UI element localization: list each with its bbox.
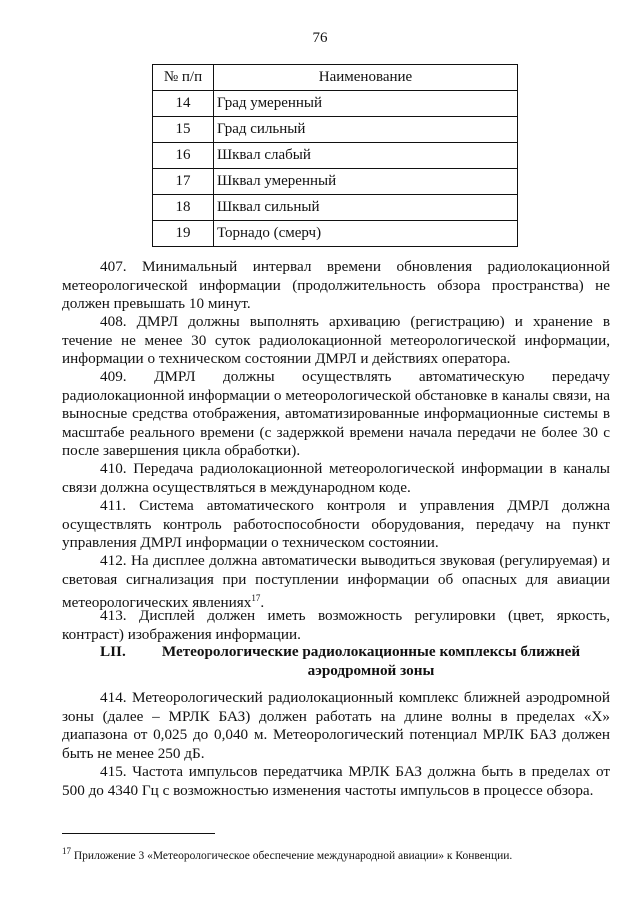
row-number: 14 bbox=[153, 91, 214, 117]
footnote bbox=[62, 846, 610, 862]
footnote-text: Приложение 3 «Метеорологическое обеспечение международной авиации» к Конвенции. bbox=[71, 849, 513, 862]
page-number: 76 bbox=[312, 30, 328, 46]
row-name: Град сильный bbox=[214, 117, 518, 143]
section-number: LII. bbox=[100, 643, 126, 660]
paragraph-415: 415. Частота импульсов передатчика МРЛК БАЗ должна быть в пределах от 500 до 4340 Гц с возможностью изменения частоты импульсов в процессе обзора. bbox=[62, 763, 610, 799]
table-header-row bbox=[153, 65, 518, 91]
table-row bbox=[153, 91, 518, 117]
section-title: Метеорологические радиолокационные комплексы ближней аэродромной зоны bbox=[161, 643, 581, 679]
paragraph-408: 408. ДМРЛ должны выполнять архивацию (регистрацию) и хранение в течение не менее 30 суток радиолокационной метеорологической информации, информации о техническом состоянии ДМРЛ и действиях оператора. bbox=[62, 313, 610, 367]
footnote-mark: 17 bbox=[62, 846, 71, 856]
row-number: 19 bbox=[153, 221, 214, 247]
table-row bbox=[153, 169, 518, 195]
table-row bbox=[153, 117, 518, 143]
row-number: 17 bbox=[153, 169, 214, 195]
row-name: Торнадо (смерч) bbox=[214, 221, 518, 247]
table-row bbox=[153, 221, 518, 247]
paragraph-414: 414. Метеорологический радиолокационный комплекс ближней аэродромной зоны (далее – МРЛК БАЗ) должен работать на длине волны в пределах «Х» диапазона от 0,025 до 0,040 м. Метеорологический потенциал МРЛК БАЗ должен быть не менее 250 дБ. bbox=[62, 689, 610, 762]
table-row bbox=[153, 195, 518, 221]
paragraph-412 bbox=[62, 552, 610, 613]
column-header-name: Наименование bbox=[214, 65, 518, 91]
row-number: 16 bbox=[153, 143, 214, 169]
row-name: Шквал сильный bbox=[214, 195, 518, 221]
row-name: Град умеренный bbox=[214, 91, 518, 117]
paragraph-409: 409. ДМРЛ должны осуществлять автоматическую передачу радиолокационной информации о метеорологической обстановке в каналы связи, на выносные средства отображения, автоматизированные информационные системы в масштабе реального времени (с задержкой времени начала передачи не более 30 с после завершения цикла обработки). bbox=[62, 368, 610, 459]
table-row bbox=[153, 143, 518, 169]
paragraph-413: 413. Дисплей должен иметь возможность регулировки (цвет, яркость, контраст) изображения информации. bbox=[62, 607, 610, 643]
paragraph-407: 407. Минимальный интервал времени обновления радиолокационной метеорологической информации (продолжительность обзора пространства) не должен превышать 10 минут. bbox=[62, 258, 610, 312]
column-header-number: № п/п bbox=[153, 65, 214, 91]
paragraph-412-end: . bbox=[260, 594, 265, 612]
paragraph-411: 411. Система автоматического контроля и управления ДМРЛ должна осуществлять контроль работоспособности оборудования, передачу на пункт управления ДМРЛ информации о техническом состоянии. bbox=[62, 497, 610, 551]
footnote-reference: 17 bbox=[251, 593, 261, 603]
paragraph-410: 410. Передача радиолокационной метеорологической информации в каналы связи должна осуществляться в международном коде. bbox=[62, 460, 610, 496]
row-name: Шквал умеренный bbox=[214, 169, 518, 195]
phenomena-table bbox=[152, 64, 518, 247]
row-number: 18 bbox=[153, 195, 214, 221]
footnote-separator bbox=[62, 833, 215, 834]
row-name: Шквал слабый bbox=[214, 143, 518, 169]
row-number: 15 bbox=[153, 117, 214, 143]
paragraph-412-text: 412. На дисплее должна автоматически выводиться звуковая (регулируемая) и световая сигнализация при поступлении информации об опасных для авиации метеорологических явлениях bbox=[62, 552, 610, 612]
